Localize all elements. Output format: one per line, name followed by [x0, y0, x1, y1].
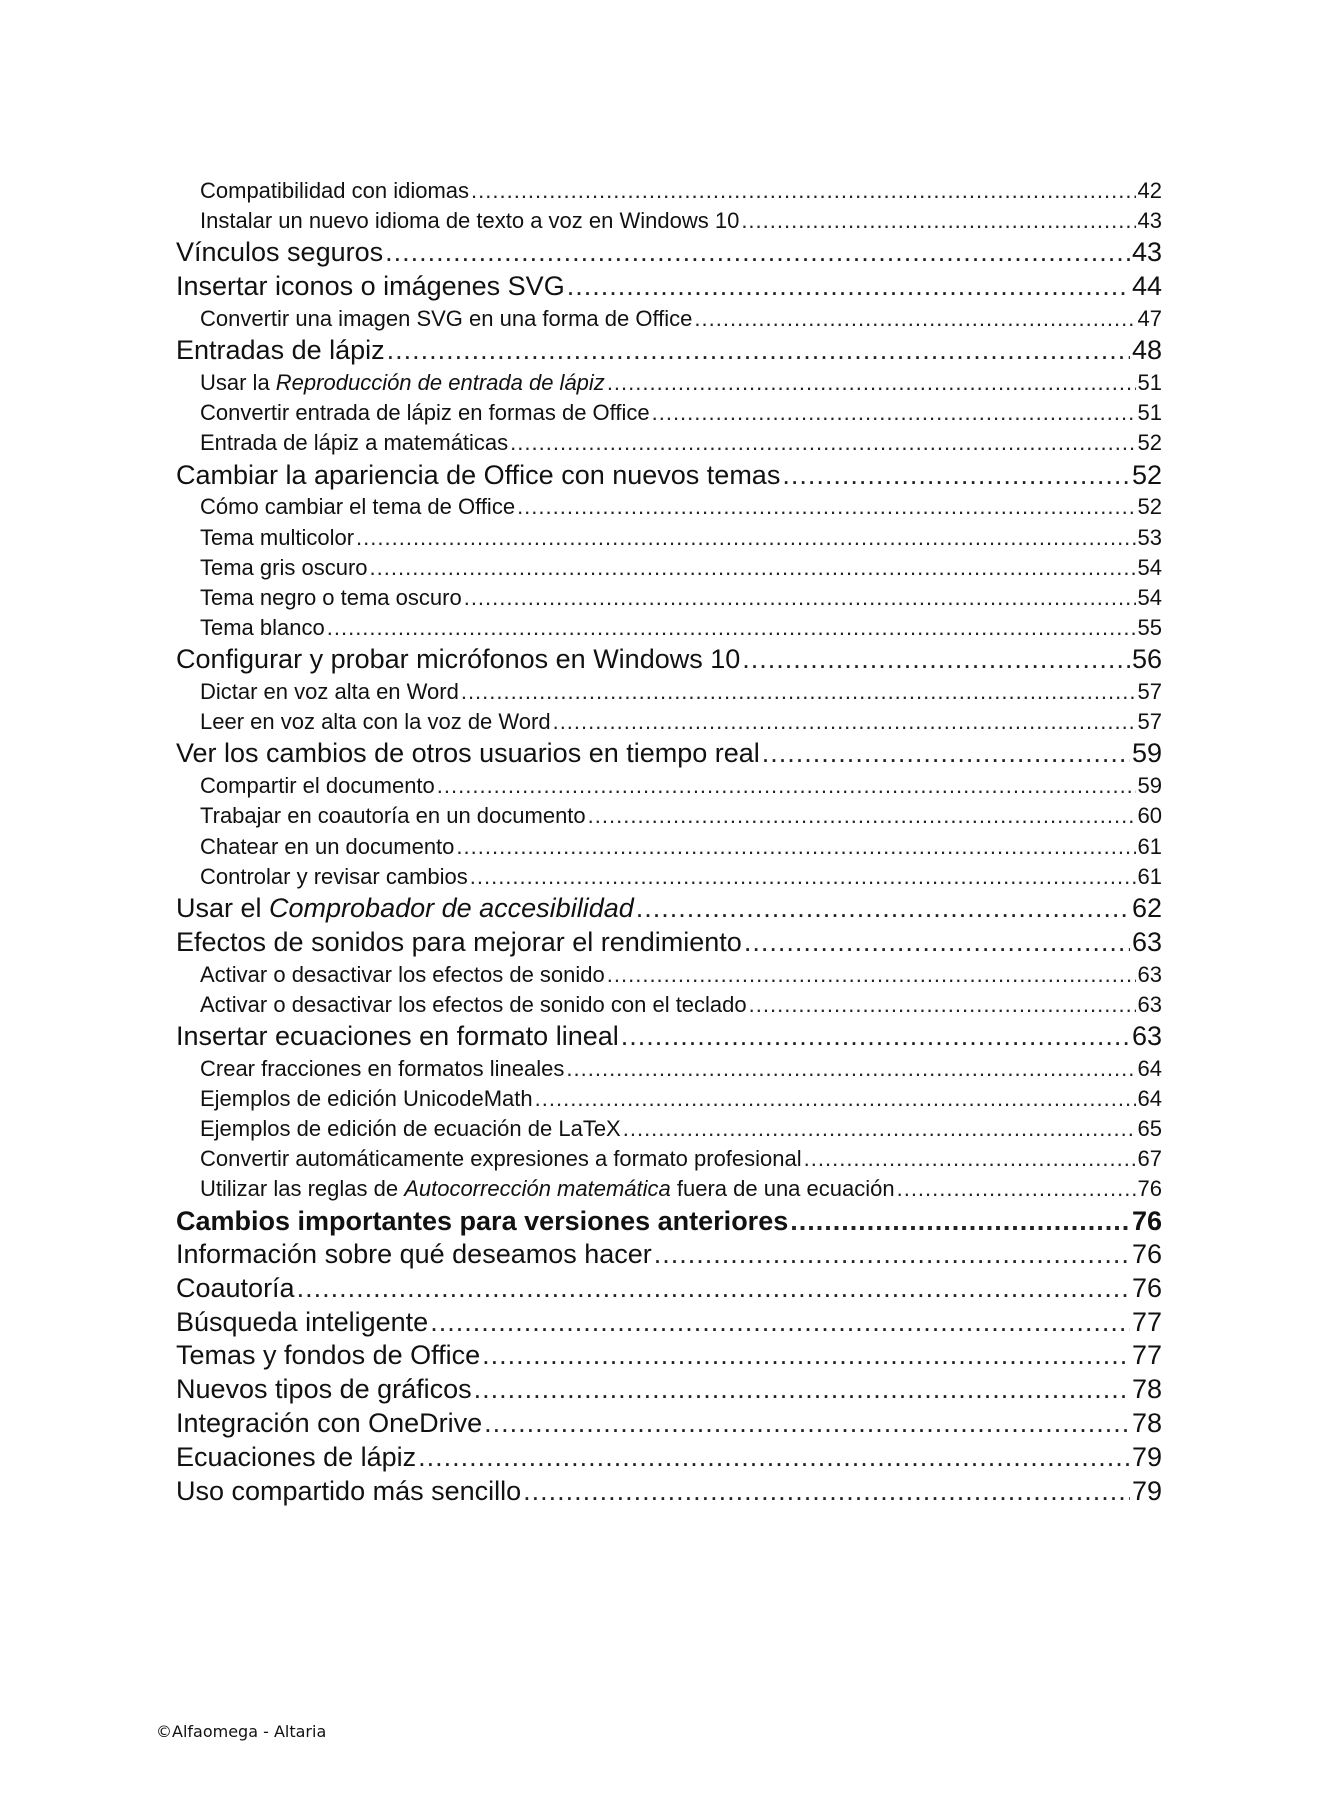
toc-subsection-entry: [176, 1084, 1162, 1114]
toc-subsection-entry: [176, 206, 1162, 236]
toc-page-number: 59: [1131, 738, 1162, 769]
toc-dot-leader: [607, 960, 1136, 990]
toc-page-number: 43: [1131, 237, 1162, 268]
toc-page-number: 54: [1137, 554, 1162, 580]
toc-entry-title: [200, 771, 435, 801]
toc-page-number: 52: [1131, 459, 1162, 490]
toc-section-entry: [176, 1020, 1162, 1054]
toc-subsection-entry: [176, 1054, 1162, 1084]
toc-section-entry: [176, 1441, 1162, 1475]
toc-subsection-entry: [176, 398, 1162, 428]
toc-dot-leader: [652, 398, 1136, 428]
toc-entry-title: [176, 1272, 295, 1306]
toc-entry-title: [176, 1205, 788, 1238]
toc-entry-title: [176, 926, 742, 960]
toc-dot-leader: [741, 206, 1135, 236]
toc-entry-title-text: Activar o desactivar los efectos de sonido: [200, 961, 605, 987]
toc-subsection-entry: [176, 492, 1162, 522]
toc-page-number: 48: [1131, 335, 1162, 366]
toc-entry-title-text: Chatear en un documento: [200, 833, 455, 859]
toc-section-entry: [176, 1475, 1162, 1509]
toc-page-number: 76: [1131, 1205, 1162, 1236]
toc-entry-title-text: Entradas de lápiz: [176, 335, 385, 366]
toc-entry-title: [176, 459, 780, 493]
toc-entry-title: [200, 398, 650, 428]
toc-entry-title: [200, 428, 508, 458]
toc-dot-leader: [897, 1174, 1136, 1204]
toc-entry-title: [176, 1020, 619, 1054]
toc-dot-leader: [461, 677, 1136, 707]
toc-page-number: 77: [1131, 1340, 1162, 1371]
toc-subsection-entry: [176, 1144, 1162, 1174]
toc-entry-title-text: Uso compartido más sencillo: [176, 1475, 522, 1506]
toc-dot-leader: [523, 1475, 1130, 1509]
toc-entry-title-text: Activar o desactivar los efectos de sonido con el teclado: [200, 991, 747, 1017]
toc-page-number: 53: [1137, 524, 1162, 550]
toc-dot-leader: [749, 990, 1136, 1020]
toc-page-number: 79: [1131, 1475, 1162, 1506]
toc-page-number: 51: [1137, 400, 1162, 426]
toc-entry-title: [200, 677, 459, 707]
toc-section-entry: [176, 270, 1162, 304]
toc-dot-leader: [297, 1272, 1130, 1306]
toc-entry-title: [200, 990, 747, 1020]
toc-page-number: 44: [1131, 271, 1162, 302]
toc-entry-title: [200, 613, 325, 643]
toc-subsection-entry: [176, 960, 1162, 990]
toc-section-entry: [176, 1407, 1162, 1441]
toc-entry-title-text: Tema multicolor: [200, 524, 355, 550]
toc-dot-leader: [636, 892, 1130, 926]
toc-page-number: 60: [1137, 803, 1162, 829]
toc-section-entry: [176, 236, 1162, 270]
toc-dot-leader: [464, 583, 1136, 613]
toc-dot-leader: [567, 270, 1130, 304]
toc-subsection-entry: [176, 523, 1162, 553]
toc-dot-leader: [623, 1114, 1136, 1144]
toc-dot-leader: [553, 707, 1136, 737]
toc-entry-title-text: Efectos de sonidos para mejorar el rendimiento: [176, 926, 742, 957]
toc-entry-title-text: Ejemplos de edición de ecuación de LaTeX: [200, 1116, 621, 1142]
toc-dot-leader: [782, 459, 1130, 493]
toc-page-number: 52: [1137, 494, 1162, 520]
toc-entry-title: [200, 707, 551, 737]
toc-page-number: 51: [1137, 369, 1162, 395]
toc-dot-leader: [484, 1407, 1130, 1441]
toc-entry-title-text: Compatibilidad con idiomas: [200, 178, 470, 203]
toc-page-number: 76: [1137, 1176, 1162, 1202]
toc-dot-leader: [694, 304, 1135, 334]
toc-entry-title: [200, 832, 454, 862]
toc-dot-leader: [418, 1441, 1130, 1475]
toc-entry-title-suffix: fuera de una ecuación: [670, 1176, 895, 1202]
toc-entry-title-text: Controlar y revisar cambios: [200, 863, 468, 889]
toc-entry-title-text: Nuevos tipos de gráficos: [176, 1374, 472, 1405]
toc-entry-title-text: Trabajar en coautoría en un documento: [200, 803, 586, 829]
toc-subsection-entry: [176, 771, 1162, 801]
toc-entry-title: [176, 1238, 652, 1272]
toc-page-number: 64: [1137, 1055, 1162, 1081]
toc-entry-title: [176, 1407, 482, 1441]
toc-page-number: 56: [1131, 644, 1162, 675]
table-of-contents: [176, 176, 1162, 1508]
toc-dot-leader: [456, 832, 1135, 862]
toc-dot-leader: [385, 236, 1130, 270]
toc-entry-title-text: Convertir automáticamente expresiones a formato profesional: [200, 1146, 802, 1172]
toc-page-number: 61: [1137, 863, 1162, 889]
toc-subsection-entry: [176, 862, 1162, 892]
toc-page-number: 67: [1137, 1146, 1162, 1172]
toc-page-number: 76: [1131, 1272, 1162, 1303]
toc-entry-title-text: Ver los cambios de otros usuarios en tiempo real: [176, 738, 760, 769]
toc-subsection-entry: [176, 304, 1162, 334]
toc-entry-title: [200, 862, 468, 892]
toc-entry-title-text: Configurar y probar micrófonos en Windows 10: [176, 644, 741, 675]
toc-entry-title-text: Usar la: [200, 369, 276, 395]
toc-entry-title-text: Dictar en voz alta en Word: [200, 679, 459, 705]
toc-page-number: 64: [1137, 1085, 1162, 1111]
toc-entry-title: [200, 960, 605, 990]
toc-entry-title: [200, 492, 515, 522]
toc-page-number: 52: [1137, 430, 1162, 456]
toc-entry-title: [176, 1475, 521, 1509]
toc-entry-title: [200, 206, 739, 236]
toc-entry-title: [176, 643, 740, 677]
toc-entry-title: [176, 270, 565, 304]
toc-page-number: 77: [1131, 1306, 1162, 1337]
toc-entry-title: [200, 523, 354, 553]
toc-dot-leader: [790, 1205, 1130, 1238]
toc-entry-title-text: Coautoría: [176, 1272, 295, 1303]
toc-entry-title: [176, 1373, 472, 1407]
toc-page-number: 78: [1131, 1408, 1162, 1439]
toc-page-number: 47: [1137, 305, 1162, 331]
toc-page-number: 54: [1137, 584, 1162, 610]
toc-section-entry: [176, 334, 1162, 368]
toc-dot-leader: [356, 523, 1135, 553]
toc-entry-title-text: Entrada de lápiz a matemáticas: [200, 430, 509, 456]
toc-subsection-entry: [176, 707, 1162, 737]
toc-subsection-entry: [176, 801, 1162, 831]
page-footer: ©Alfaomega - Altaria: [156, 1722, 327, 1741]
toc-section-entry: [176, 1306, 1162, 1340]
toc-entry-title-text: Ejemplos de edición UnicodeMath: [200, 1085, 533, 1111]
toc-entry-title: [200, 1174, 895, 1204]
toc-entry-title: [176, 892, 634, 926]
toc-entry-title: [200, 304, 692, 334]
toc-chapter-entry: [176, 1205, 1162, 1238]
toc-dot-leader: [535, 1084, 1136, 1114]
toc-page-number: 55: [1137, 615, 1162, 641]
toc-dot-leader: [654, 1238, 1130, 1272]
toc-entry-title: [200, 801, 586, 831]
toc-subsection-entry: [176, 832, 1162, 862]
toc-dot-leader: [327, 613, 1136, 643]
toc-dot-leader: [430, 1306, 1130, 1340]
toc-dot-leader: [387, 334, 1130, 368]
toc-entry-title-text: Utilizar las reglas de: [200, 1176, 405, 1202]
toc-dot-leader: [474, 1373, 1130, 1407]
toc-dot-leader: [762, 737, 1130, 771]
toc-entry-title-text: Integración con OneDrive: [176, 1408, 483, 1439]
toc-entry-title: [200, 1084, 533, 1114]
toc-entry-title: [200, 553, 368, 583]
toc-entry-title: [176, 1339, 480, 1373]
toc-entry-title: [200, 1054, 564, 1084]
toc-subsection-entry: [176, 613, 1162, 643]
toc-page-number: 63: [1131, 1020, 1162, 1051]
toc-page-number: 62: [1131, 892, 1162, 923]
toc-entry-title: [200, 368, 605, 398]
toc-section-entry: [176, 1339, 1162, 1373]
toc-entry-title-text: Instalar un nuevo idioma de texto a voz en Windows 10: [200, 208, 740, 234]
toc-entry-title-text: Temas y fondos de Office: [176, 1340, 481, 1371]
toc-entry-title-text: Cómo cambiar el tema de Office: [200, 494, 516, 520]
toc-entry-title: [200, 583, 462, 613]
toc-subsection-entry: [176, 583, 1162, 613]
toc-subsection-entry: [176, 1174, 1162, 1204]
toc-dot-leader: [517, 492, 1135, 522]
toc-dot-leader: [470, 862, 1136, 892]
toc-entry-title-text: Compartir el documento: [200, 773, 435, 799]
toc-dot-leader: [607, 368, 1136, 398]
toc-page-number: 76: [1131, 1239, 1162, 1270]
toc-entry-title-text: Información sobre qué deseamos hacer: [176, 1239, 652, 1270]
toc-subsection-entry: [176, 428, 1162, 458]
toc-page-number: 57: [1137, 709, 1162, 735]
toc-dot-leader: [588, 801, 1136, 831]
toc-entry-title-text: Vínculos seguros: [176, 237, 384, 268]
toc-page-number: 78: [1131, 1374, 1162, 1405]
toc-entry-title: [200, 176, 469, 206]
toc-entry-title: [200, 1144, 802, 1174]
toc-dot-leader: [437, 771, 1136, 801]
toc-dot-leader: [471, 176, 1135, 206]
toc-dot-leader: [621, 1020, 1130, 1054]
toc-page-number: 43: [1137, 208, 1162, 234]
toc-section-entry: [176, 1238, 1162, 1272]
toc-entry-title: [176, 1441, 416, 1475]
toc-section-entry: [176, 1373, 1162, 1407]
toc-section-entry: [176, 459, 1162, 493]
toc-section-entry: [176, 926, 1162, 960]
toc-page-number: 63: [1131, 926, 1162, 957]
toc-subsection-entry: [176, 176, 1162, 206]
toc-subsection-entry: [176, 677, 1162, 707]
toc-dot-leader: [370, 553, 1136, 583]
toc-entry-title-italic: Autocorrección matemática: [404, 1176, 671, 1202]
toc-entry-title-text: Crear fracciones en formatos lineales: [200, 1055, 565, 1081]
toc-section-entry: [176, 1272, 1162, 1306]
toc-entry-title: [176, 236, 383, 270]
toc-entry-title-text: Convertir una imagen SVG en una forma de Office: [200, 305, 693, 331]
toc-dot-leader: [744, 926, 1130, 960]
toc-subsection-entry: [176, 553, 1162, 583]
toc-entry-title-text: Convertir entrada de lápiz en formas de Office: [200, 400, 650, 426]
toc-entry-title-text: Cambiar la apariencia de Office con nuevos temas: [176, 459, 781, 490]
toc-section-entry: [176, 643, 1162, 677]
toc-entry-title-text: Insertar ecuaciones en formato lineal: [176, 1020, 619, 1051]
toc-page-number: 57: [1137, 679, 1162, 705]
toc-page-number: 61: [1137, 833, 1162, 859]
toc-section-entry: [176, 737, 1162, 771]
toc-entry-title-text: Insertar iconos o imágenes SVG: [176, 271, 565, 302]
toc-entry-title-text: Tema negro o tema oscuro: [200, 584, 462, 610]
toc-page-number: 63: [1137, 991, 1162, 1017]
toc-entry-title: [200, 1114, 621, 1144]
toc-page-number: 63: [1137, 961, 1162, 987]
toc-dot-leader: [742, 643, 1130, 677]
toc-entry-title-italic: Reproducción de entrada de lápiz: [275, 369, 605, 395]
toc-entry-title-italic: Comprobador de accesibilidad: [269, 892, 634, 923]
toc-entry-title-text: Leer en voz alta con la voz de Word: [200, 709, 551, 735]
toc-entry-title-text: Búsqueda inteligente: [176, 1306, 429, 1337]
toc-page-number: 59: [1137, 773, 1162, 799]
toc-entry-title-text: Tema gris oscuro: [200, 554, 368, 580]
toc-page-number: 79: [1131, 1441, 1162, 1472]
toc-page-number: 42: [1137, 178, 1162, 203]
toc-dot-leader: [510, 428, 1135, 458]
toc-entry-title-text: Tema blanco: [200, 615, 325, 641]
toc-entry-title-text: Usar el: [176, 892, 270, 923]
toc-entry-title-text: Cambios importantes para versiones anteriores: [176, 1205, 789, 1236]
toc-subsection-entry: [176, 1114, 1162, 1144]
toc-page-number: 65: [1137, 1116, 1162, 1142]
toc-entry-title-text: Ecuaciones de lápiz: [176, 1441, 417, 1472]
toc-dot-leader: [566, 1054, 1135, 1084]
toc-subsection-entry: [176, 368, 1162, 398]
toc-section-entry: [176, 892, 1162, 926]
toc-entry-title: [176, 737, 760, 771]
toc-dot-leader: [482, 1339, 1130, 1373]
toc-entry-title: [176, 334, 385, 368]
toc-dot-leader: [804, 1144, 1136, 1174]
toc-entry-title: [176, 1306, 428, 1340]
toc-subsection-entry: [176, 990, 1162, 1020]
